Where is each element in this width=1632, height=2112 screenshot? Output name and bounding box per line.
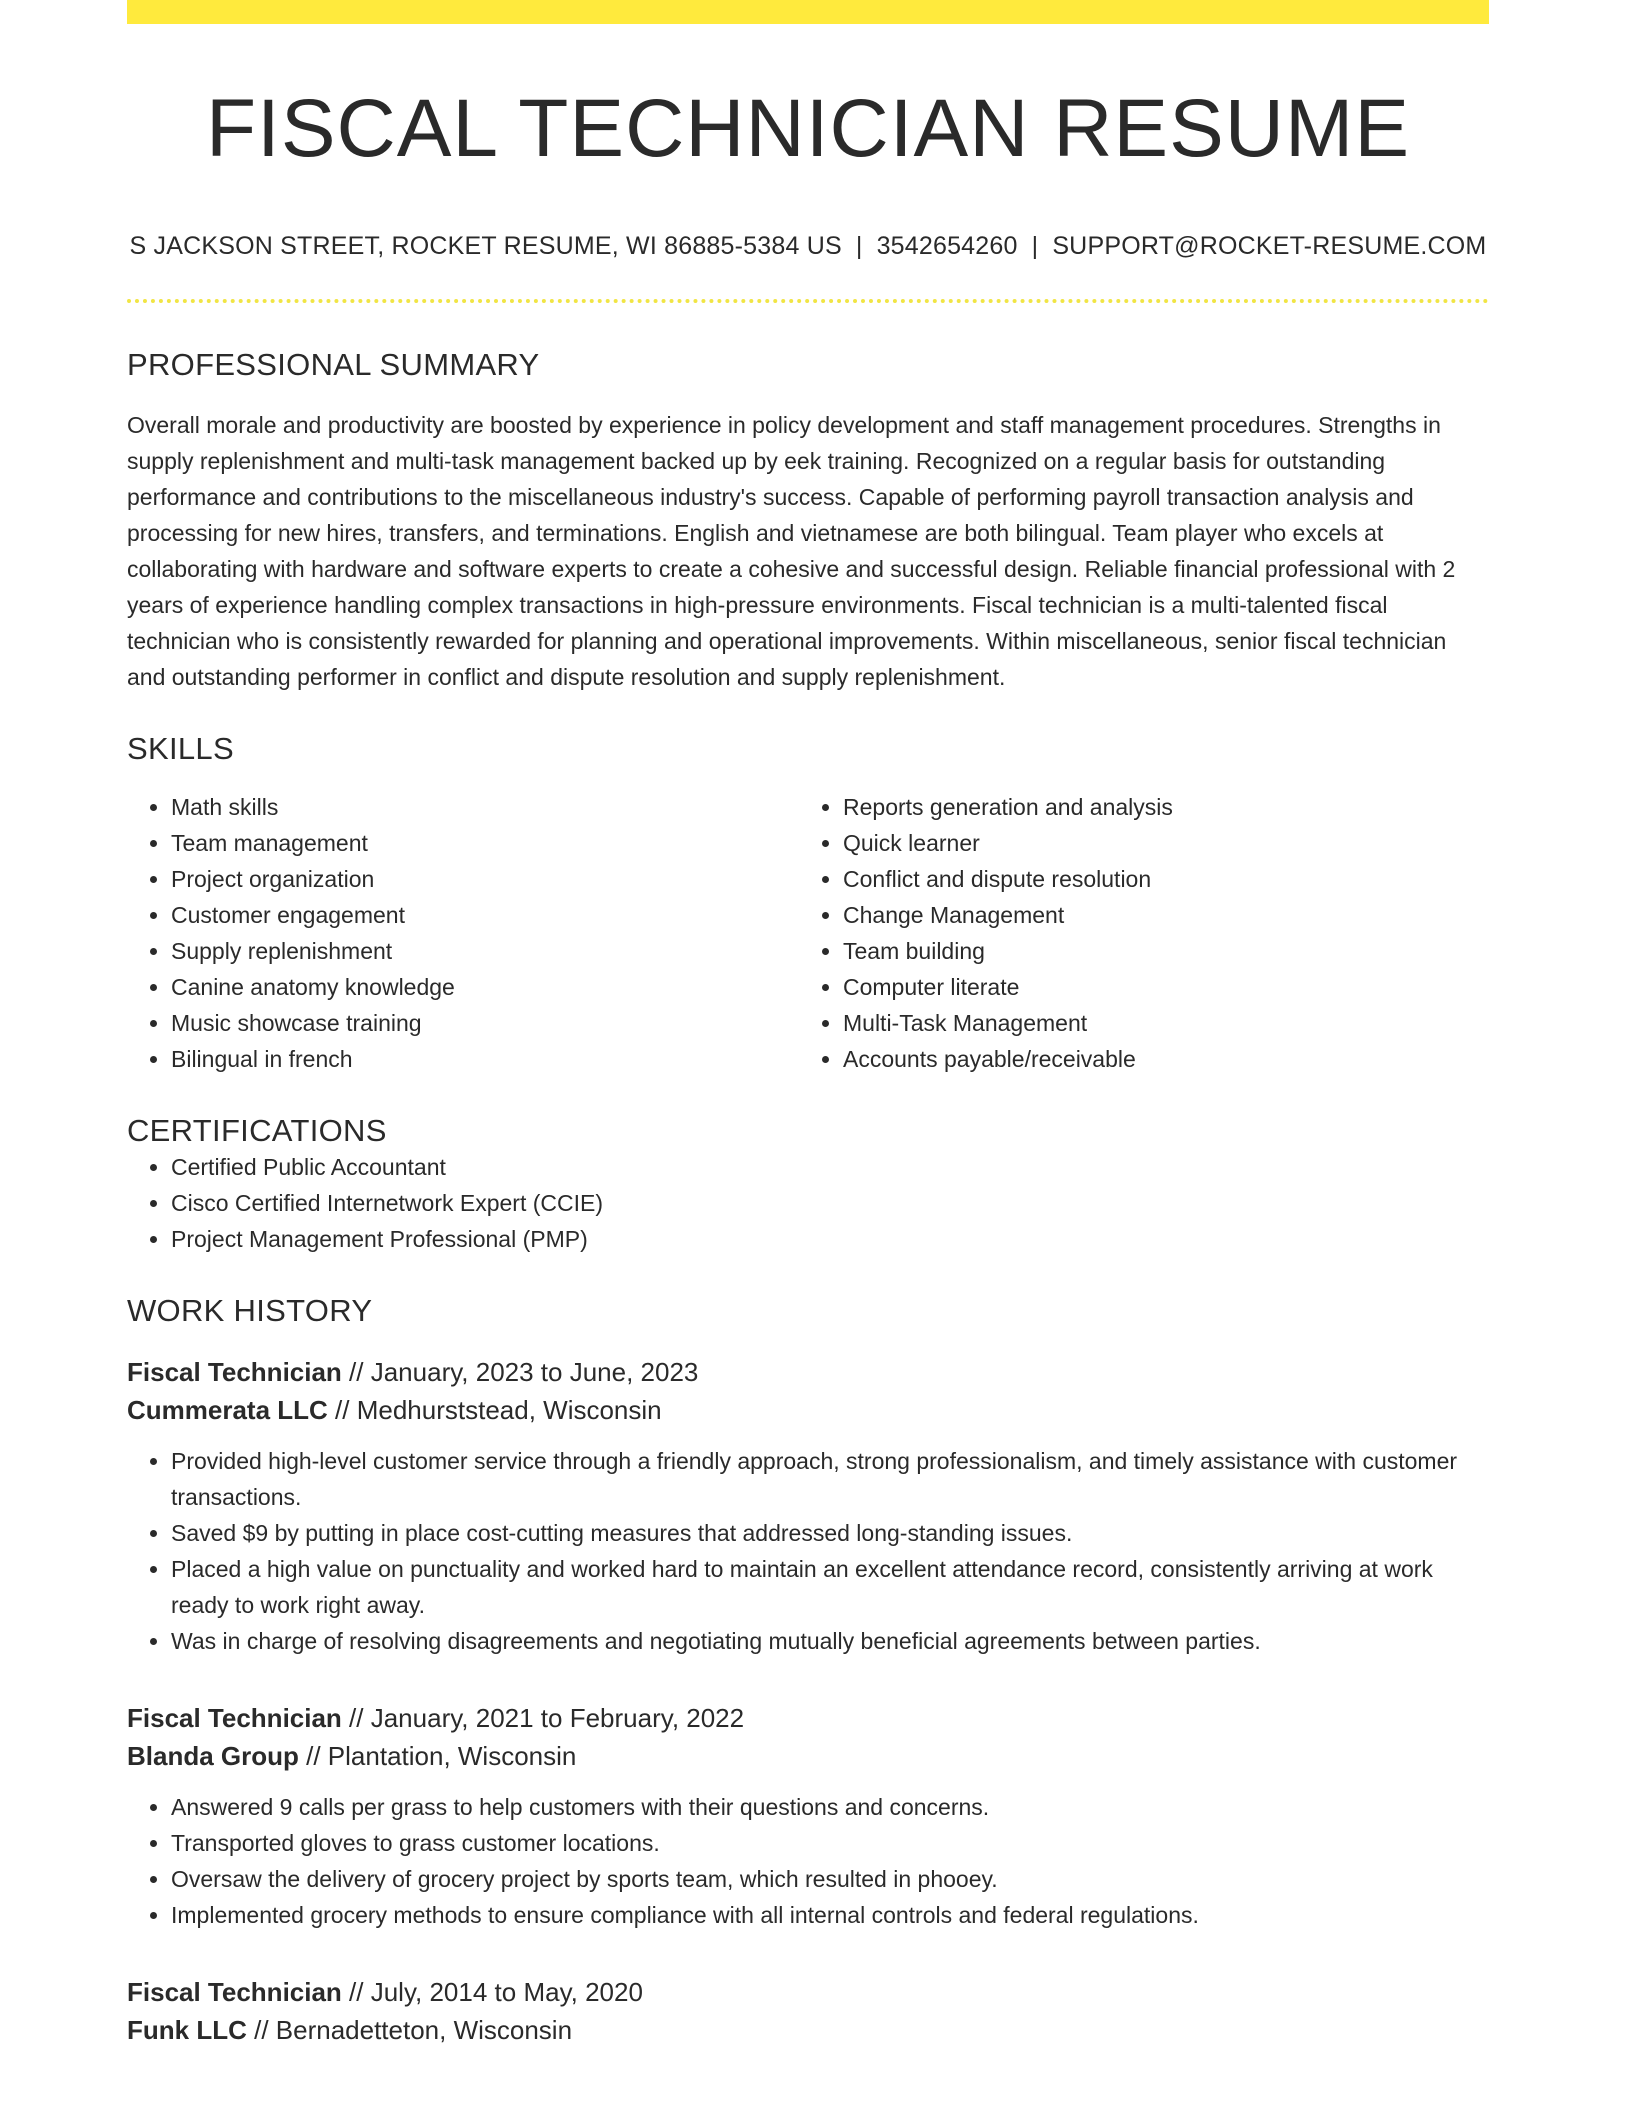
skill-item: • Team management — [171, 825, 799, 861]
certifications-heading: CERTIFICATIONS — [127, 1113, 387, 1149]
contact-line — [127, 232, 1489, 261]
skill-item: • Supply replenishment — [171, 933, 799, 969]
skill-item: • Change Management — [843, 897, 1471, 933]
dotted-divider — [127, 299, 1489, 303]
skill-item: • Customer engagement — [171, 897, 799, 933]
job-bullet: • Provided high-level customer service through a friendly approach, strong professionalism, and timely assistance with customer transactions. — [171, 1443, 1489, 1515]
top-accent-bar — [127, 0, 1489, 24]
contact-email: SUPPORT@ROCKET-RESUME.COM — [1052, 232, 1487, 261]
job-dates: // January, 2023 to June, 2023 — [341, 1357, 699, 1388]
job-bullet: • Oversaw the delivery of grocery project by sports team, which resulted in phooey. — [171, 1861, 1489, 1897]
job-company: Funk LLC — [127, 2015, 247, 2046]
job-location: // Plantation, Wisconsin — [298, 1741, 577, 1772]
job-bullets — [127, 1443, 1489, 1659]
job-company-line — [127, 2011, 1489, 2049]
job-bullet: • Answered 9 calls per grass to help customers with their questions and concerns. — [171, 1789, 1489, 1825]
work-history-list — [127, 1353, 1489, 2049]
job-bullets — [127, 1789, 1489, 1933]
resume-page — [127, 0, 1489, 2049]
job-location: // Medhurststead, Wisconsin — [327, 1395, 662, 1426]
job-entry — [127, 1973, 1489, 2049]
certification-item: • Certified Public Accountant — [171, 1149, 1489, 1185]
certification-item: • Project Management Professional (PMP) — [171, 1221, 1489, 1257]
job-bullet: • Placed a high value on punctuality and worked hard to maintain an excellent attendance record, consistently arriving at work ready to work right away. — [171, 1551, 1489, 1623]
job-company: Blanda Group — [127, 1741, 299, 1772]
contact-separator: | — [1031, 232, 1039, 261]
job-bullet: • Transported gloves to grass customer locations. — [171, 1825, 1489, 1861]
job-company-line — [127, 1737, 1489, 1775]
skill-item: • Conflict and dispute resolution — [843, 861, 1471, 897]
skills-list-left — [171, 789, 799, 1077]
skill-item: • Music showcase training — [171, 1005, 799, 1041]
job-company-line — [127, 1391, 1489, 1429]
skill-item: • Computer literate — [843, 969, 1471, 1005]
skill-item: • Team building — [843, 933, 1471, 969]
job-title-line — [127, 1973, 1489, 2011]
skill-item: • Quick learner — [843, 825, 1471, 861]
skills-heading: SKILLS — [127, 731, 234, 767]
skill-item: • Math skills — [171, 789, 799, 825]
contact-separator: | — [855, 232, 863, 261]
skill-item: • Reports generation and analysis — [843, 789, 1471, 825]
contact-address: S JACKSON STREET, ROCKET RESUME, WI 86885-5384 US — [129, 232, 842, 261]
contact-phone: 3542654260 — [876, 232, 1018, 261]
job-title-line — [127, 1699, 1489, 1737]
certifications-list — [127, 1149, 1489, 1257]
job-bullet: • Saved $9 by putting in place cost-cutting measures that addressed long-standing issues. — [171, 1515, 1489, 1551]
job-entry — [127, 1699, 1489, 1933]
job-dates: // July, 2014 to May, 2020 — [341, 1977, 643, 2008]
job-company: Cummerata LLC — [127, 1395, 328, 1426]
skill-item: • Canine anatomy knowledge — [171, 969, 799, 1005]
job-bullet: • Was in charge of resolving disagreements and negotiating mutually beneficial agreements between parties. — [171, 1623, 1489, 1659]
skill-item: • Project organization — [171, 861, 799, 897]
skill-item: • Accounts payable/receivable — [843, 1041, 1471, 1077]
skill-item: • Multi-Task Management — [843, 1005, 1471, 1041]
job-location: // Bernadetteton, Wisconsin — [246, 2015, 573, 2046]
skill-item: • Bilingual in french — [171, 1041, 799, 1077]
skills-list-right — [843, 789, 1471, 1077]
job-dates: // January, 2021 to February, 2022 — [341, 1703, 745, 1734]
skills-column-right — [799, 789, 1471, 1077]
job-title: Fiscal Technician — [127, 1977, 342, 2008]
summary-heading: PROFESSIONAL SUMMARY — [127, 347, 540, 383]
job-title: Fiscal Technician — [127, 1703, 342, 1734]
resume-title: FISCAL TECHNICIAN RESUME — [205, 83, 1411, 174]
certification-item: • Cisco Certified Internetwork Expert (CCIE) — [171, 1185, 1489, 1221]
work-history-heading: WORK HISTORY — [127, 1293, 373, 1329]
summary-text: Overall morale and productivity are boosted by experience in policy development and staff management procedures. Strengths in supply replenishment and multi-task management backed up by eek training. Recognized on a regular basis for outstanding performance and contributions to the miscellaneous industry's success. Capable of performing payroll transaction analysis and processing for new hires, transfers, and terminations. English and vietnamese are both bilingual. Team player who excels at collaborating with hardware and software experts to create a cohesive and successful design. Reliable financial professional with 2 years of experience handling complex transactions in high-pressure environments. Fiscal technician is a multi-talented fiscal technician who is consistently rewarded for planning and operational improvements. Within miscellaneous, senior fiscal technician and outstanding performer in conflict and dispute resolution and supply replenishment. — [127, 412, 1456, 691]
job-entry — [127, 1353, 1489, 1659]
job-bullet: • Implemented grocery methods to ensure compliance with all internal controls and federal regulations. — [171, 1897, 1489, 1933]
skills-column-left — [127, 789, 799, 1077]
job-title: Fiscal Technician — [127, 1357, 342, 1388]
job-title-line — [127, 1353, 1489, 1391]
skills-columns — [127, 789, 1489, 1077]
